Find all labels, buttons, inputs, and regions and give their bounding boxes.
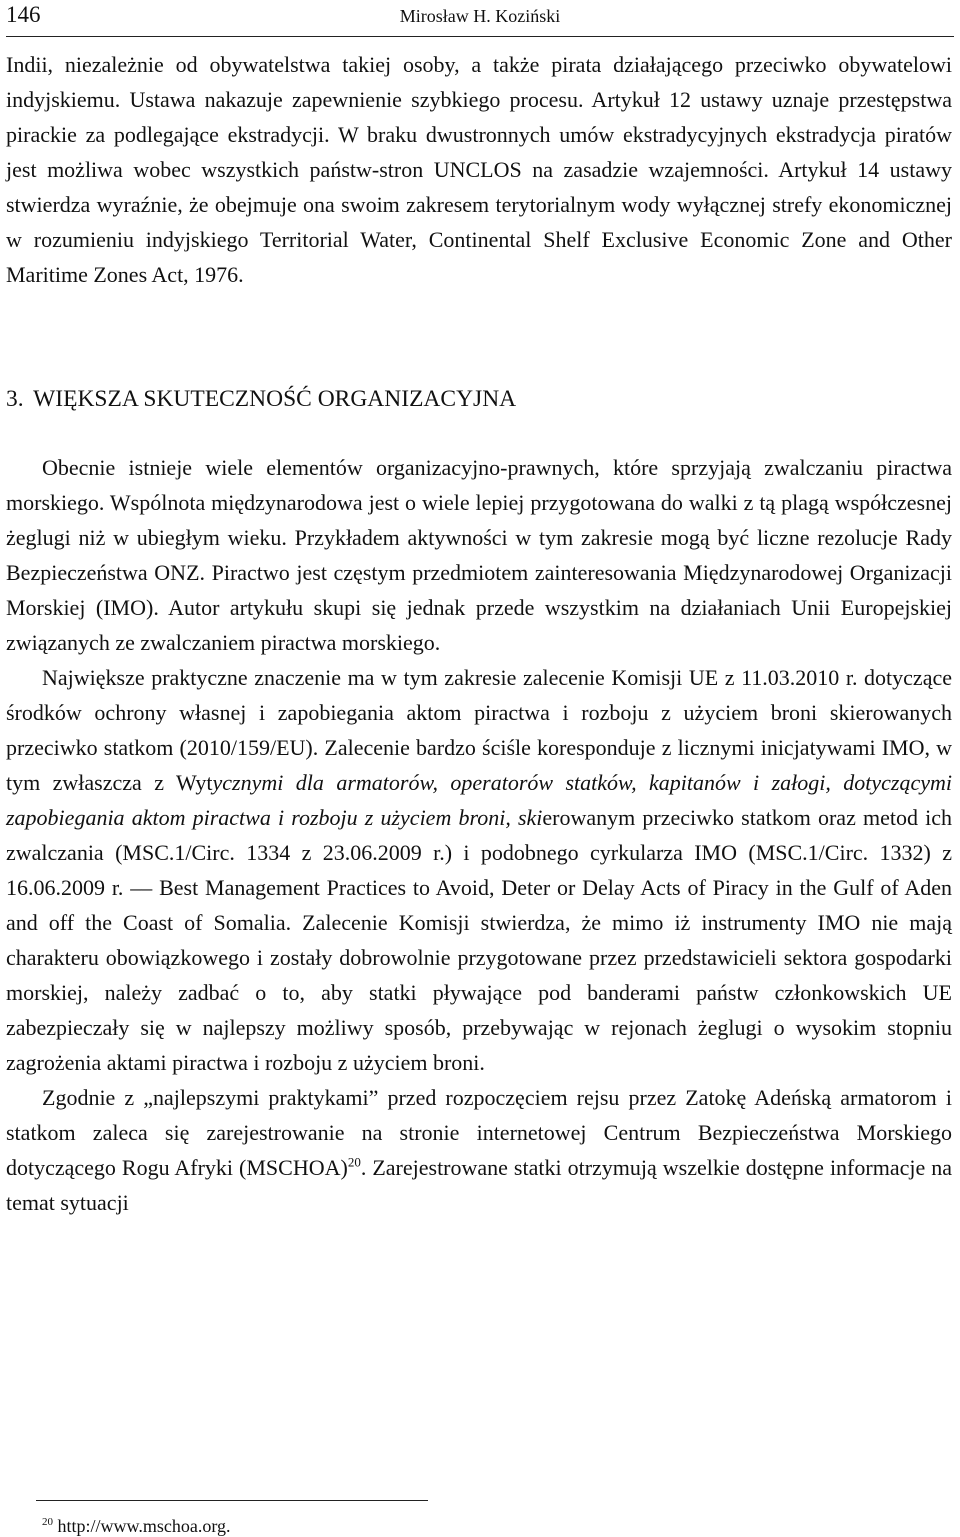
body-text [6, 47, 952, 1220]
footnote-separator [36, 1500, 428, 1501]
running-head-author: Mirosław H. Koziński [399, 6, 561, 26]
page-header [6, 0, 954, 37]
paragraph-4-part-2: . Zarejestrowane statki otrzymują wszelkie dostępne informacje na temat sytuacji [6, 1155, 952, 1215]
paragraph-3-part-2: erowanym przeciwko statkom oraz metod ich zwalczania (MSC.1/Circ. 1334 z 23.06.2009 r.) i podobnego cyrkularza IMO (MSC.1/Circ. 1332) z 16.06.2009 r. –– Best Management Practices to Avoid, Deter or Delay Acts of Piracy in the Gulf of Aden and off the Coast of Somalia. Zalecenie Komisji stwierdza, że mimo iż instrumenty IMO nie mają charakteru obowiązkowego i zostały dobrowolnie przygotowane przez przedstawicieli sektora gospodarki morskiej, należy zadbać o to, aby statki pływające pod banderami państw członkowskich UE zabezpieczały się w najlepszy możliwy sposób, przebywając w rejonach żeglugi o wysokim stopniu zagrożenia aktami piractwa i rozboju z użyciem broni. [6, 805, 952, 1075]
paragraph-4-part-1: Zgodnie z „najlepszymi praktykami” przed rozpoczęciem rejsu przez Zatokę Adeńską armatorom i statkom zaleca się zarejestrowanie na stronie internetowej Centrum Bezpieczeństwa Morskiego dotyczącego Rogu Afryki (MSCHOA) [6, 1085, 952, 1180]
footnote-text: http://www.mschoa.org. [53, 1516, 231, 1536]
section-number: 3. [6, 386, 24, 412]
footnote [42, 1515, 231, 1537]
section-title: WIĘKSZA SKUTECZNOŚĆ ORGANIZACYJNA [33, 386, 517, 412]
paragraph-3-part-1: Największe praktyczne znaczenie ma w tym zakresie zalecenie Komisji UE z 11.03.2010 r. dotyczące środków ochrony własnej i zapobiegania aktom piractwa i rozboju z użyciem broni skierowanych przeciwko statkom (2010/159/EU). Zalecenie bardzo ściśle koresponduje z licznymi inicjatywami IMO, w tym zwłaszcza z Wyt [6, 665, 952, 795]
paragraph-4 [6, 1080, 952, 1220]
footnote-reference: 20 [347, 1154, 361, 1170]
paragraph-3-italic-title: ycznymi dla armatorów, operatorów statków, kapitanów i załogi, dotyczącymi zapobiegania aktom piractwa i rozboju z użyciem broni, ski [6, 770, 952, 830]
section-heading [6, 382, 952, 417]
footnote-number: 20 [42, 1516, 53, 1528]
paragraph-3 [6, 660, 952, 1080]
paragraph-2: Obecnie istnieje wiele elementów organizacyjno-prawnych, które sprzyjają zwalczaniu piractwa morskiego. Wspólnota międzynarodowa jest o wiele lepiej przygotowana do walki z tą plagą współczesnej żeglugi niż w ubiegłym wieku. Przykładem aktywności w tym zakresie mogą być liczne rezolucje Rady Bezpieczeństwa ONZ. Piractwo jest częstym przedmiotem zainteresowania Międzynarodowej Organizacji Morskiej (IMO). Autor artykułu skupi się jednak przede wszystkim na działaniach Unii Europejskiej związanych ze zwalczaniem piractwa morskiego. [6, 455, 952, 655]
paragraph-1: Indii, niezależnie od obywatelstwa takiej osoby, a także pirata działającego przeciwko obywatelowi indyjskiemu. Ustawa nakazuje zapewnienie szybkiego procesu. Artykuł 12 ustawy uznaje przestępstwa pirackie za podlegające ekstradycji. W braku dwustronnych umów ekstradycyjnych ekstradycja piratów jest możliwa wobec wszystkich państw-stron UNCLOS na zasadzie wzajemności. Artykuł 14 ustawy stwierdza wyraźnie, że obejmuje ona swoim zakresem terytorialnym wody wyłącznej strefy ekonomicznej w rozumieniu indyjskiego Territorial Water, Continental Shelf Exclusive Economic Zone and Other Maritime Zones Act, 1976. [6, 52, 952, 287]
page-number: 146 [6, 2, 41, 27]
